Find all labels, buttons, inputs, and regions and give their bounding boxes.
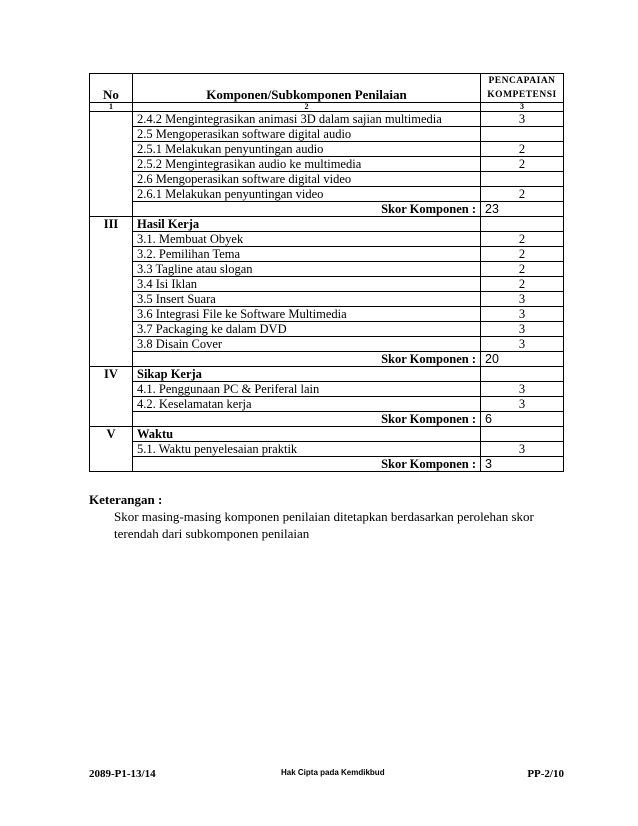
table-row bbox=[90, 232, 564, 247]
table-row bbox=[90, 277, 564, 292]
skor-row bbox=[90, 412, 564, 427]
table-row bbox=[90, 142, 564, 157]
row-score: 3 bbox=[481, 397, 564, 412]
section-title: Sikap Kerja bbox=[133, 367, 481, 382]
table-row bbox=[90, 322, 564, 337]
header-komponen: Komponen/Subkomponen Penilaian bbox=[133, 74, 481, 103]
table-row bbox=[90, 127, 564, 142]
header-pencapaian bbox=[481, 74, 564, 103]
section-header-row bbox=[90, 367, 564, 382]
index-3: 3 bbox=[481, 103, 564, 112]
table-row bbox=[90, 187, 564, 202]
row-score: 3 bbox=[481, 337, 564, 352]
row-score: 3 bbox=[481, 382, 564, 397]
row-text: 3.8 Disain Cover bbox=[133, 337, 481, 352]
section-header-row bbox=[90, 217, 564, 232]
footer-copyright: Hak Cipta pada Kemdikbud bbox=[281, 768, 385, 777]
index-1: 1 bbox=[90, 103, 133, 112]
table-row bbox=[90, 247, 564, 262]
row-text: 3.1. Membuat Obyek bbox=[133, 232, 481, 247]
index-2: 2 bbox=[133, 103, 481, 112]
row-score: 3 bbox=[481, 292, 564, 307]
row-text: 2.5 Mengoperasikan software digital audio bbox=[133, 127, 481, 142]
row-text: 4.1. Penggunaan PC & Periferal lain bbox=[133, 382, 481, 397]
section-title: Waktu bbox=[133, 427, 481, 442]
skor-value: 20 bbox=[481, 352, 564, 367]
assessment-table bbox=[89, 73, 564, 472]
row-score: 2 bbox=[481, 142, 564, 157]
skor-value: 6 bbox=[481, 412, 564, 427]
row-text: 5.1. Waktu penyelesaian praktik bbox=[133, 442, 481, 457]
row-text: 2.4.2 Mengintegrasikan animasi 3D dalam sajian multimedia bbox=[133, 112, 481, 127]
section-title: Hasil Kerja bbox=[133, 217, 481, 232]
table-row bbox=[90, 157, 564, 172]
section-no: V bbox=[90, 427, 133, 472]
row-score bbox=[481, 172, 564, 187]
skor-row bbox=[90, 457, 564, 472]
skor-row bbox=[90, 202, 564, 217]
row-score: 3 bbox=[481, 307, 564, 322]
table-row bbox=[90, 112, 564, 127]
skor-value: 3 bbox=[481, 457, 564, 472]
row-text: 3.6 Integrasi File ke Software Multimedia bbox=[133, 307, 481, 322]
header-row bbox=[90, 74, 564, 103]
row-score bbox=[481, 427, 564, 442]
row-score: 2 bbox=[481, 277, 564, 292]
row-score: 3 bbox=[481, 442, 564, 457]
row-text: 2.5.2 Mengintegrasikan audio ke multimedia bbox=[133, 157, 481, 172]
header-pencapaian-line2: KOMPETENSI bbox=[487, 90, 557, 100]
section-header-row bbox=[90, 427, 564, 442]
skor-label: Skor Komponen : bbox=[133, 457, 481, 472]
table-row bbox=[90, 337, 564, 352]
index-row bbox=[90, 103, 564, 112]
header-no: No bbox=[90, 74, 133, 103]
table-row bbox=[90, 172, 564, 187]
page-footer bbox=[89, 768, 564, 784]
row-text: 3.2. Pemilihan Tema bbox=[133, 247, 481, 262]
skor-label: Skor Komponen : bbox=[133, 412, 481, 427]
row-text: 2.6.1 Melakukan penyuntingan video bbox=[133, 187, 481, 202]
row-text: 3.5 Insert Suara bbox=[133, 292, 481, 307]
row-text: 3.7 Packaging ke dalam DVD bbox=[133, 322, 481, 337]
row-score: 2 bbox=[481, 262, 564, 277]
row-score: 2 bbox=[481, 247, 564, 262]
table-row bbox=[90, 442, 564, 457]
section-no: III bbox=[90, 217, 133, 367]
row-score bbox=[481, 367, 564, 382]
skor-label: Skor Komponen : bbox=[133, 352, 481, 367]
row-score: 2 bbox=[481, 232, 564, 247]
row-text: 4.2. Keselamatan kerja bbox=[133, 397, 481, 412]
table-row bbox=[90, 382, 564, 397]
skor-value: 23 bbox=[481, 202, 564, 217]
header-pencapaian-line1: PENCAPAIAN bbox=[488, 76, 556, 86]
keterangan-title: Keterangan : bbox=[89, 492, 163, 507]
table-row bbox=[90, 307, 564, 322]
skor-label: Skor Komponen : bbox=[133, 202, 481, 217]
row-score: 3 bbox=[481, 322, 564, 337]
row-score: 2 bbox=[481, 187, 564, 202]
table-row bbox=[90, 262, 564, 277]
section-no: IV bbox=[90, 367, 133, 427]
footer-page: PP-2/10 bbox=[527, 768, 564, 780]
row-score: 3 bbox=[481, 112, 564, 127]
footer-code: 2089-P1-13/14 bbox=[89, 768, 156, 780]
row-score: 2 bbox=[481, 157, 564, 172]
row-text: 2.5.1 Melakukan penyuntingan audio bbox=[133, 142, 481, 157]
row-score bbox=[481, 217, 564, 232]
skor-row bbox=[90, 352, 564, 367]
row-text: 3.3 Tagline atau slogan bbox=[133, 262, 481, 277]
keterangan bbox=[89, 492, 544, 542]
row-text: 2.6 Mengoperasikan software digital video bbox=[133, 172, 481, 187]
row-score bbox=[481, 127, 564, 142]
row-text: 3.4 Isi Iklan bbox=[133, 277, 481, 292]
table-row bbox=[90, 292, 564, 307]
table-row bbox=[90, 397, 564, 412]
keterangan-body: Skor masing-masing komponen penilaian ditetapkan berdasarkan perolehan skor terendah dari subkomponen penilaian bbox=[114, 509, 534, 541]
section-no-cell bbox=[90, 112, 133, 217]
